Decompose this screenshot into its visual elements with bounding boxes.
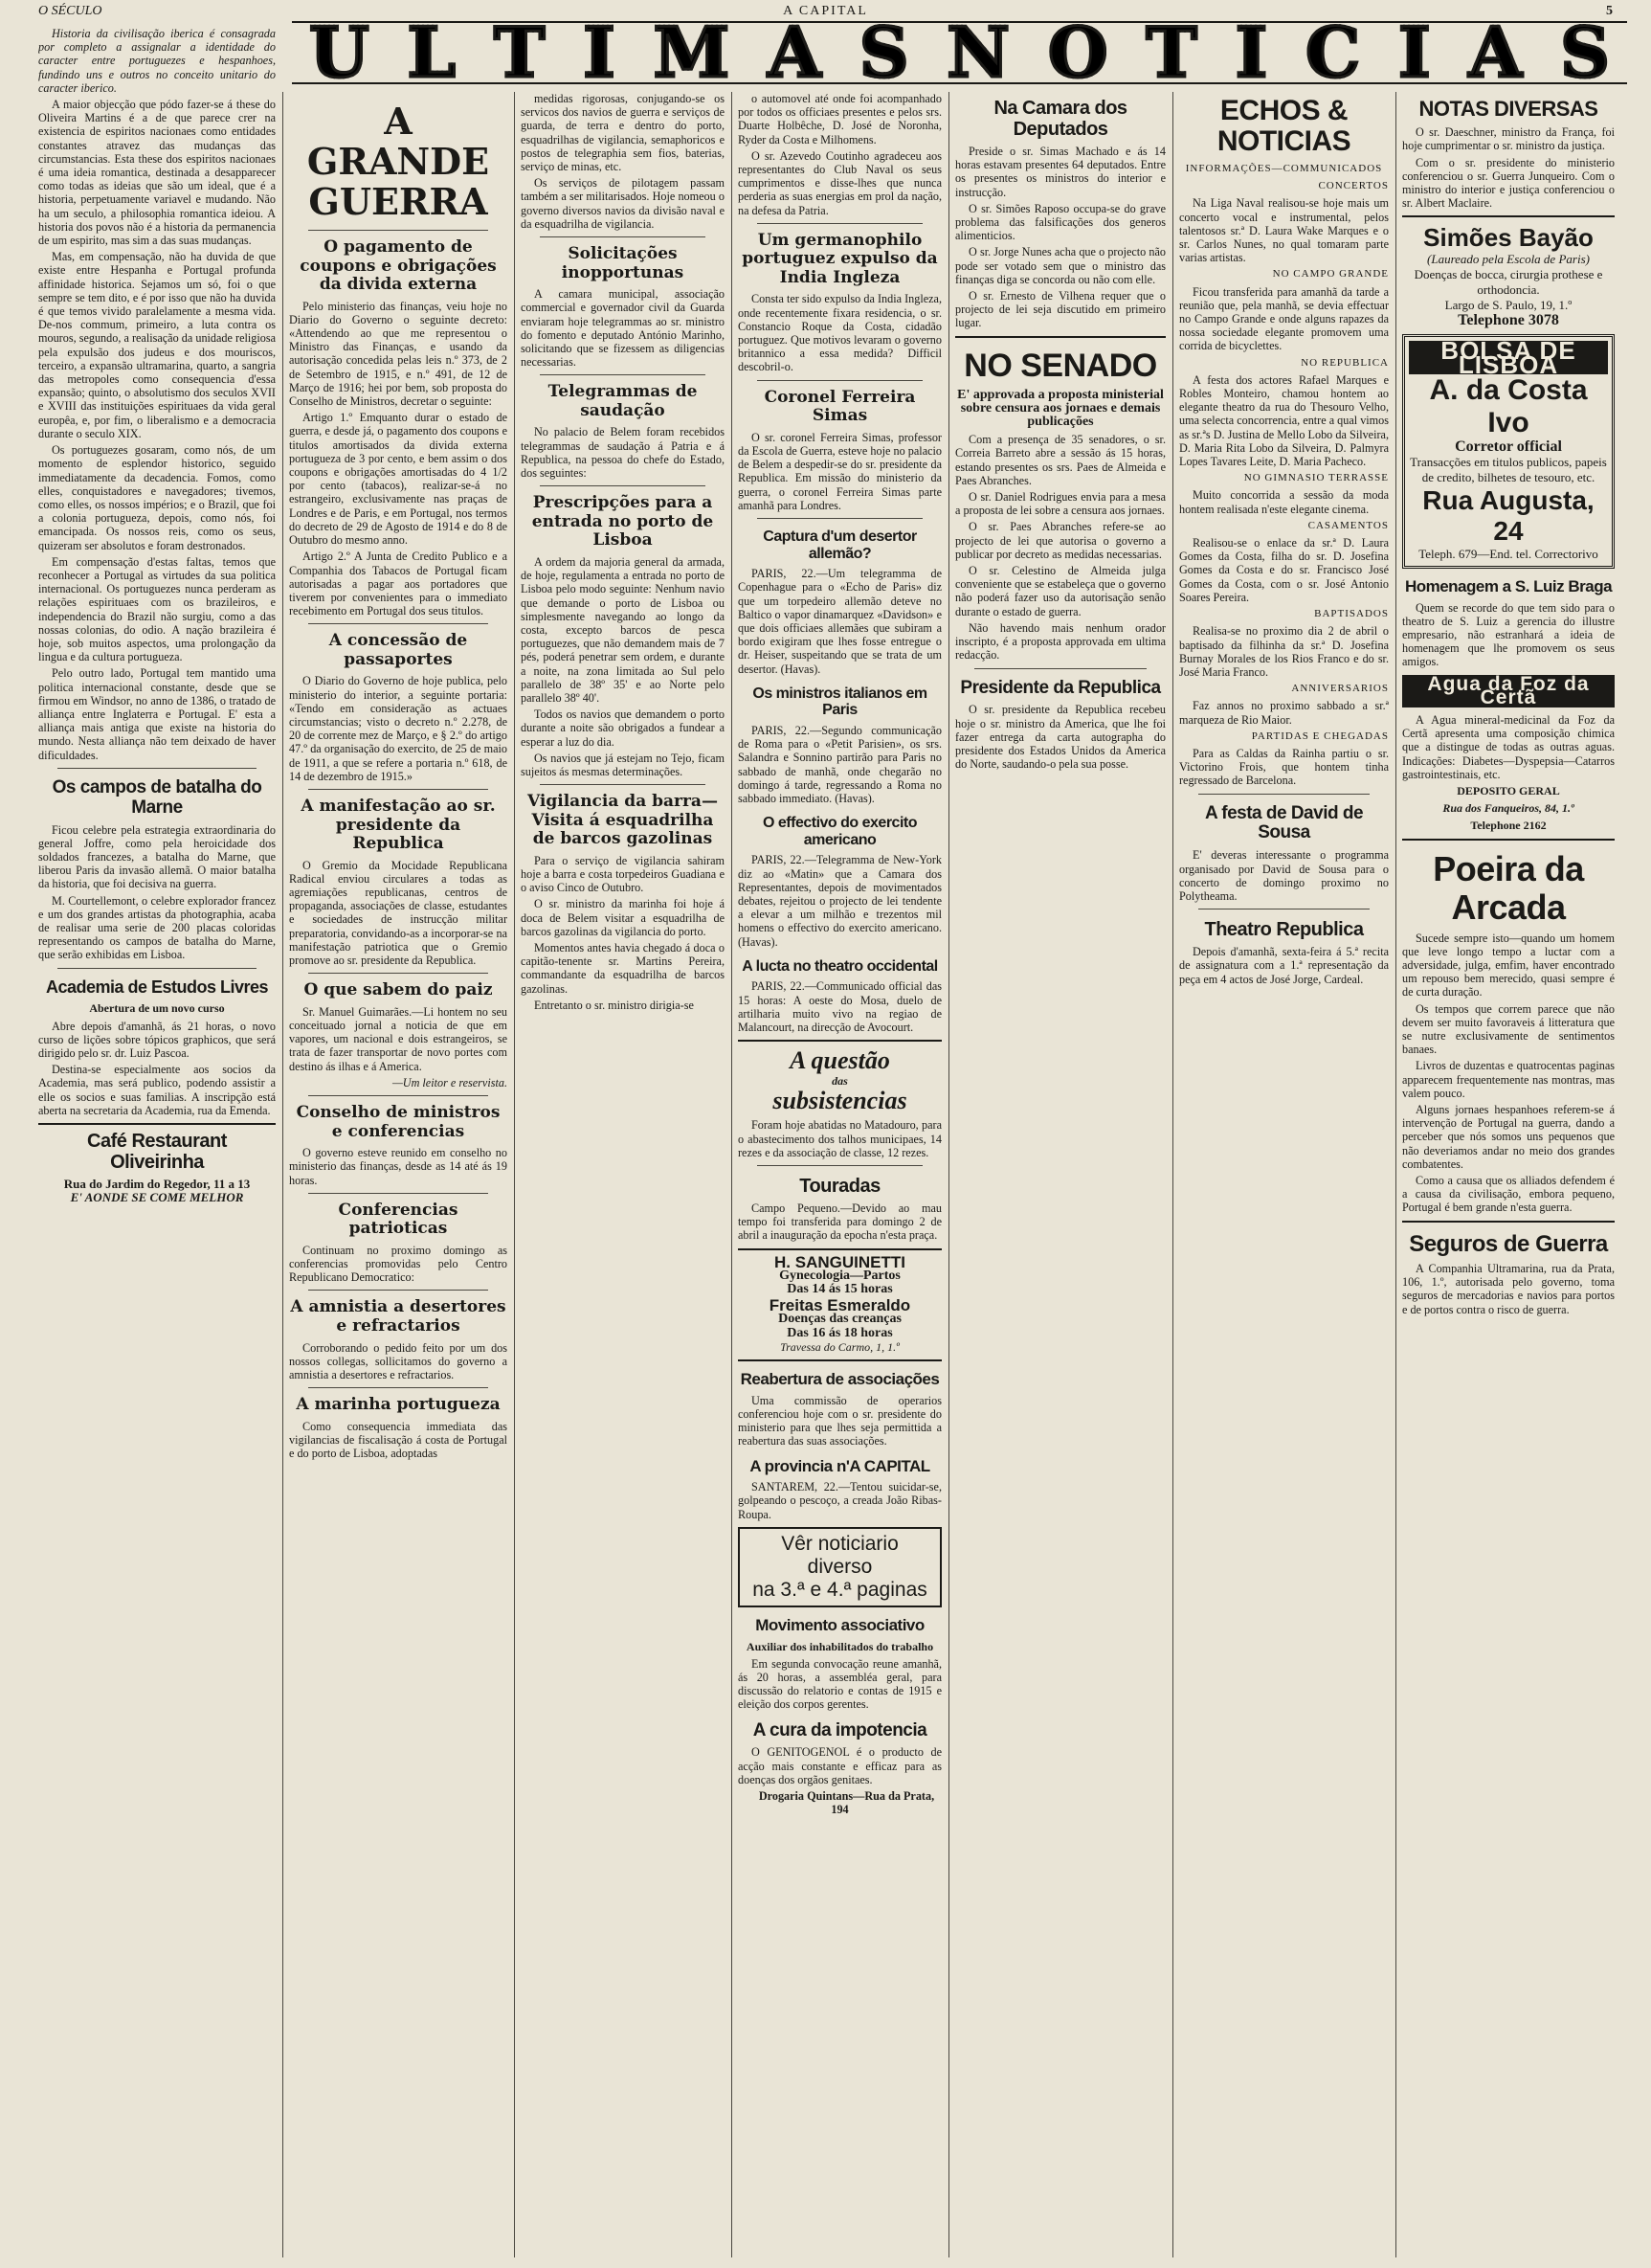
section-casamentos: CASAMENTOS <box>1307 519 1389 531</box>
article-paragraph: Como consequencia immediata das vigilancias de fiscalisação á costa de Portugal e do porto de Lisboa, adoptadas <box>289 1419 507 1461</box>
headline-vigilancia: Vigilancia da barra—Visita á esquadrilha de barcos gazolinas <box>527 792 718 849</box>
article-paragraph: Artigo 1.º Emquanto durar o estado de guerra, e desde já, o pagamento dos coupons e titulos amortisados da divida externa portugueza de 3 por cento, e bem assim o dos coupons e obrigações amortisadas do 4 1/2 por cento (tabacos), realizar-se-á no estrangeiro, exclusivamente nas praças de Londres e de Paris, e em Portugal, nos termos do decreto de 29 de Agosto de 1914 e do 8 de Outubro do mesmo anno. <box>289 411 507 548</box>
headline-ministros-italianos: Os ministros italianos em Paris <box>752 685 927 719</box>
article-paragraph: Com o sr. presidente do ministerio conferenciou o sr. Guerra Junqueiro. Com o ministro do interior e justiça conferenciou o sr. Albert Maclaire. <box>1402 155 1615 211</box>
article-paragraph: Os serviços de pilotagem passam também a ser militarisados. Hoje nomeou o governo diversos navios da divisão naval e da esquadrilha de vigilancia. <box>521 176 725 231</box>
ad-simoes-bayao-phone: Telephone 3078 <box>1458 312 1559 329</box>
headline-camara-deputados: Na Camara dos Deputados <box>993 98 1127 140</box>
article-paragraph: O sr. coronel Ferreira Simas, professor da Escola de Guerra, esteve hoje no palacio de Belem a despedir-se do sr. presidente da Republica. Em missão do ministerio da guerra, o coronel Ferreira Simas parte amanhã para Londres. <box>738 430 942 512</box>
column-3 <box>521 92 725 2257</box>
headline-questao-das: das <box>832 1074 848 1089</box>
divider <box>1402 215 1615 217</box>
headline-senado: NO SENADO <box>964 347 1157 384</box>
divider <box>308 973 488 974</box>
article-paragraph: Todos os navios que demandem o porto durante a noite são obrigados a fundear a esperar a luz do dia. <box>521 707 725 749</box>
article-paragraph: Destina-se especialmente aos socios da Academia, mas será publico, podendo assistir a elle os socios e suas familias. A inscripção está aberta na secretaria da Academia, rua da Emenda. <box>38 1063 276 1117</box>
divider <box>757 1165 923 1166</box>
article-paragraph: Os portuguezes gosaram, como nós, de um momento de esplendor historico, seguido immediatamente da decadencia. Fomos, como elles, conquistadores e navegadores; tivemos, como elles, os nossos impérios; e o Brazil, que foi a colonia portugueza, depois, como nós, foi emancipada. Os nossos reis, como os seus, quizeram ser absolutos e foram destronados. <box>38 443 276 552</box>
ad-esmeraldo-address: Travessa do Carmo, 1, 1.º <box>780 1339 900 1354</box>
ad-sanguinetti-name: H. SANGUINETTI <box>774 1252 905 1271</box>
ad-bolsa-name: A. da Costa Ivo <box>1429 373 1588 438</box>
ad-sanguinetti-specialty: Gynecologia—Partos <box>779 1268 901 1283</box>
ad-bolsa-lisboa <box>1402 334 1615 568</box>
article-paragraph: Os navios que já estejam no Tejo, ficam sujeitos ás mesmas determinações. <box>521 751 725 778</box>
divider <box>308 1095 488 1096</box>
ad-agua-phone: Telephone 2162 <box>1470 819 1547 833</box>
divider <box>738 1040 942 1042</box>
ad-cafe-address: Rua do Jardim do Regedor, 11 a 13 <box>63 1177 251 1191</box>
masthead-letter: U <box>309 21 369 84</box>
headline-coronel: Coronel Ferreira Simas <box>764 387 916 426</box>
article-paragraph: O Diario do Governo de hoje publica, pelo ministerio do interior, a seguinte portaria: «Tendo em consideração as actuaes circumstancias; visto o decreto n.º 2.278, de 20 de corrente mez de Março, e § 2.º do artigo 47.º da organisação do exercito, de 25 de maio de 1911, a que se refere a portaria n.º 618, de 14 de dezembro de 1915.» <box>289 674 507 783</box>
masthead-letter: I <box>1398 21 1431 84</box>
headline-coupons: O pagamento de coupons e obrigações da divida externa <box>300 237 497 295</box>
ad-bolsa-address: Rua Augusta, 24 <box>1422 484 1595 546</box>
divider <box>308 1290 488 1291</box>
article-paragraph: PARIS, 22.—Telegramma de New-York diz ao «Matin» que a Camara dos Representantes, depois de movimentados debates, rejeitou o projecto de lei tendente a elevar a um milhão e trezentos mil homens o effectivo do exercito americano. (Havas). <box>738 853 942 949</box>
divider <box>738 1248 942 1250</box>
ad-drogaria: Drogaria Quintans—Rua da Prata, 194 <box>758 1789 935 1817</box>
headline-david-sousa: A festa de David de Sousa <box>1204 802 1364 843</box>
article-paragraph: Campo Pequeno.—Devido ao mau tempo foi transferida para domingo 2 de abril a inauguração da epocha n'esta praça. <box>738 1201 942 1243</box>
subheadline-informacoes: INFORMAÇÕES—COMMUNICADOS <box>1185 163 1383 174</box>
article-paragraph: Sr. Manuel Guimarães.—Li hontem no seu conceituado jornal a noticia de que em vapores, um nacional e dois estrangeiros, se trata de fazer transportar de novo portes com destino ás ilhas e á America. <box>289 1004 507 1073</box>
ad-cafe-title: Café Restaurant Oliveirinha <box>87 1131 227 1173</box>
ad-agua-certa-title: Agua da Foz da Certã <box>1402 675 1615 707</box>
masthead-letter: C <box>1305 21 1361 84</box>
ad-bolsa-text: Transacções em titulos publicos, papeis de credito, bilhetes de tesouro, etc. <box>1410 454 1607 484</box>
headline-passaportes: A concessão de passaportes <box>328 631 468 669</box>
divider <box>757 518 923 519</box>
divider <box>757 223 923 224</box>
column-2 <box>289 92 507 2257</box>
ad-bolsa-title: BOLSA DE LISBOA <box>1409 341 1608 373</box>
ad-esmeraldo-hours: Das 16 ás 18 horas <box>787 1325 893 1340</box>
subheadline-academia: Abertura de um novo curso <box>89 1001 225 1016</box>
headline-telegrammas: Telegrammas de saudação <box>547 382 698 420</box>
column-rule <box>948 92 949 2257</box>
subheadline-movimento: Auxiliar dos inhabilitados do trabalho <box>746 1639 934 1653</box>
masthead-letter: S <box>859 21 909 84</box>
headline-conferencias: Conferencias patrioticas <box>338 1200 458 1239</box>
box-line: na 3.ª e 4.ª paginas <box>752 1578 927 1601</box>
divider <box>540 374 705 375</box>
masthead-letter: T <box>493 21 546 84</box>
folio-left: O SÉCULO <box>38 4 102 18</box>
subheadline-senado: E' approvada a proposta ministerial sobre censura aos jornaes e demais publicações <box>957 387 1164 430</box>
article-paragraph: A camara municipal, associação commercial e governador civil da Guarda enviaram hoje telegrammas ao sr. ministro do fomento e deputado António Marinho, solicitando que se fizessem as diligencias necessarias. <box>521 287 725 370</box>
divider <box>1198 794 1370 795</box>
headline-theatro-republica: Theatro Republica <box>1204 919 1364 941</box>
article-paragraph: Muito concorrida a sessão da moda hontem realisada n'este elegante cinema. <box>1179 488 1389 516</box>
article-paragraph: O sr. Daniel Rodrigues envia para a mesa a proposta de lei sobre a censura aos jornaes. <box>955 490 1166 518</box>
article-paragraph: O GENITOGENOL é o producto de acção mais constante e efficaz para as doenças dos orgãos genitaes. <box>738 1745 942 1786</box>
column-rule <box>514 92 515 2257</box>
headline-presidente: Presidente da Republica <box>960 677 1161 698</box>
divider <box>757 380 923 381</box>
article-paragraph: o automovel até onde foi acompanhado por todos os officiaes presentes e pelos srs. Duarte Holbêche, D. José de Noronha, Ryder da Costa e Milhomens. <box>738 92 942 146</box>
column-rule <box>1395 92 1396 2257</box>
article-paragraph: Preside o sr. Simas Machado e ás 14 horas estavam presentes 64 deputados. Entre os presentes os ministros do interior e instrucção. <box>955 145 1166 199</box>
box-ver-noticiario <box>738 1527 942 1607</box>
section-baptisados: BAPTISADOS <box>1314 608 1389 620</box>
divider <box>1402 839 1615 841</box>
article-paragraph: A festa dos actores Rafael Marques e Robles Monteiro, chamou hontem ao elegante theatro da rua do Thesouro Velho, uma selecta concorrencia, entre a qual vimos as sr.ªs D. Justina de Mello Lobo da Silveira, D. Maria Rita Lobo da Silveira, D. Palmyra Lopes Tavares Leite, D. Maria Pacheco. <box>1179 372 1389 469</box>
ad-seguros-guerra-title: Seguros de Guerra <box>1409 1230 1608 1257</box>
divider <box>540 485 705 486</box>
article-paragraph: O sr. Paes Abranches refere-se ao projecto de lei que autorisa o governo a publicar por decreto as medidas necessarias. <box>955 520 1166 561</box>
ad-bolsa-phone: Teleph. 679—End. tel. Correctorivo <box>1418 546 1598 561</box>
article-paragraph: Entretanto o sr. ministro dirigia-se <box>534 998 694 1012</box>
folio-line <box>38 4 1613 23</box>
headline-touradas: Touradas <box>799 1176 881 1198</box>
article-paragraph: Livros de duzentas e quatrocentas paginas apparecem frequentemente nas montras, mas valem pouco. <box>1402 1059 1615 1100</box>
ad-cafe-tagline: E' AONDE SE COME MELHOR <box>70 1190 244 1205</box>
divider <box>38 1123 276 1125</box>
article-paragraph: Pelo ministerio das finanças, veiu hoje no Diario do Governo o seguinte decreto: «Attendendo ao que me representou o Ministro das Finanças, e usando da autorisação concedida pelas leis n.º 373, de 2 de Setembro de 1915, e n.º 491, de 12 de Março de 1916; hei por bem, sob proposta do Conselho de Ministros, decretar o seguinte: <box>289 299 507 409</box>
column-4 <box>738 92 942 2257</box>
article-paragraph: O sr. Simões Raposo occupa-se do grave problema das falsificações dos generos alimenticios. <box>955 201 1166 243</box>
headline-campos-batalha: Os campos de batalha do Marne <box>52 776 262 818</box>
masthead-letter: L <box>407 21 457 84</box>
box-line: Vêr noticiario <box>781 1532 899 1555</box>
article-paragraph: PARIS, 22.—Segundo communicação de Roma para o «Petit Parisien», os srs. Salandra e Sonnino partirão para Paris no sabbado de manhã, onde chegarão no domingo á tarde, regressando a Roma no sabbado immediato. (Havas). <box>738 724 942 806</box>
article-paragraph: E' deveras interessante o programma organisado por David de Sousa para o concerto de domingo proximo no Polytheama. <box>1179 848 1389 903</box>
ad-simoes-bayao <box>1402 223 1615 328</box>
headline-que-sabem: O que sabem do paiz <box>303 980 493 1000</box>
divider <box>540 236 705 237</box>
headline-grande-guerra: A GRANDE GUERRA <box>306 100 490 223</box>
headline-prescripcoes: Prescripções para a entrada no porto de Lisboa <box>531 493 714 550</box>
divider <box>974 668 1147 669</box>
ad-agua-deposito: DEPOSITO GERAL <box>1457 783 1560 797</box>
section-partidas: PARTIDAS E CHEGADAS <box>1251 730 1389 742</box>
masthead-letter: I <box>1235 21 1268 84</box>
article-paragraph: O sr. Azevedo Coutinho agradeceu aos representantes do Club Naval os seus cumprimentos e disse-lhes que nunca perderia as suas energias em prol da nação, na defesa da Patria. <box>738 148 942 217</box>
divider <box>1402 1221 1615 1223</box>
masthead-ultimas-noticias <box>292 21 1627 84</box>
headline-effectivo: O effectivo do exercito americano <box>763 815 917 848</box>
article-paragraph: Os tempos que correm parece que não devem ser muito favoraveis á litteratura que se nutre exclusivamente de sentimentos banaes. <box>1402 1001 1615 1057</box>
divider <box>308 623 488 624</box>
masthead-letter: T <box>1146 21 1197 84</box>
article-paragraph: Para o serviço de vigilancia sahiram hoje a barra e costa torpedeiros Guadiana e o aviso Cinco de Outubro. <box>521 853 725 895</box>
article-paragraph: Foram hoje abatidas no Matadouro, para o abastecimento dos talhos municipaes, 14 rezes e da associação de classe, 12 rezes. <box>738 1118 942 1159</box>
headline-solicitacoes: Solicitações inopportunas <box>561 244 684 282</box>
folio-center: A CAPITAL <box>783 4 868 18</box>
column-rule <box>1172 92 1173 2257</box>
masthead-letter: I <box>583 21 615 84</box>
ad-simoes-bayao-text: Doenças de bocca, cirurgia prothese e orthodoncia. <box>1414 267 1603 298</box>
headline-manifestacao: A manifestação ao sr. presidente da Republica <box>301 797 496 854</box>
article-paragraph: PARIS, 22.—Um telegramma de Copenhague para o «Echo de Paris» diz que um torpedeiro allemão deteve no Baltico o vapor dinamarquez «Davidson» e que dois officiaes allemães que subiram a bordo exigiram que lhes fosse entregue o dr. Heiser, suspeitando que se trata de um desertor. (Havas). <box>738 567 942 676</box>
article-paragraph: O governo esteve reunido em conselho no ministerio das finanças, desde as 14 até ás 19 horas. <box>289 1146 507 1187</box>
article-paragraph: M. Courtellemont, o celebre explorador francez e um dos grandes artistas da photographia, acaba de realisar uma serie de 200 placas coloridas representando os campos de batalha do Marne, que serão exhibidas em Lisboa. <box>38 893 276 962</box>
divider <box>308 230 488 231</box>
article-paragraph: A ordem da majoria general da armada, de hoje, regulamenta a entrada no porto de Lisboa pelo modo seguinte: Nenhum navio que demande o porto de Lisboa ou simplesmente navegando ao longo da costa, excepto barcos de pesca portuguezes, que não demandem mais de 7 pés, poderá penetrar sem ordem, e durante a noite, na zona limitada ao Sul pelo parallelo de 38º 35' e ao Norte pelo parallelo 38º 40'. <box>521 554 725 705</box>
section-gimnasio: NO GIMNASIO TERRASSE <box>1243 472 1389 484</box>
headline-notas-diversas: NOTAS DIVERSAS <box>1418 97 1598 121</box>
article-paragraph: Depois d'amanhã, sexta-feira á 5.ª recita de assignatura com a 1.ª representação da peça em 4 actos de José Jorge, Cardeal. <box>1179 945 1389 986</box>
column-6 <box>1179 92 1389 2257</box>
article-paragraph: Quem se recorde do que tem sido para o theatro de S. Luiz a gerencia do illustre empresario, não estranhará a ideia de homenagem que lhe promovem os seus amigos. <box>1402 600 1615 669</box>
article-paragraph: A Agua mineral-medicinal da Foz da Certã apresenta uma composição chimica que a distingue de todas as outras aguas. Indicações: Diabetes—Dyspepsia—Catarros gastrointestinais, etc. <box>1402 712 1615 781</box>
article-paragraph: Consta ter sido expulso da India Ingleza, onde recentemente fixara residencia, o sr. Constancio Roque da Costa, cidadão portuguez. Que motivos levaram o governo britannico a essa medida? Difficil descobril-o. <box>738 292 942 374</box>
masthead-letter: N <box>947 21 1011 84</box>
article-paragraph: Realisa-se no proximo dia 2 de abril o baptisado da filhinha da sr.ª D. Josefina Burnay Morales de los Rios Franco e do sr. José Maria Franco. <box>1179 624 1389 679</box>
masthead-letter: O <box>1047 21 1108 84</box>
article-paragraph: No palacio de Belem foram recebidos telegrammas de saudação á Patria e á Republica, na pessoa do chefe do Estado, dos seguintes: <box>521 425 725 481</box>
ad-agua-address: Rua dos Fanqueiros, 84, 1.º <box>1442 801 1574 816</box>
box-line: diverso <box>807 1555 873 1578</box>
masthead-letter: S <box>1560 21 1610 84</box>
ad-sanguinetti-hours: Das 14 ás 15 horas <box>787 1282 893 1297</box>
article-paragraph: Com a presença de 35 senadores, o sr. Correia Barreto abre a sessão ás 15 horas, estando presentes os srs. Paes de Almeida e Paes Abranches. <box>955 433 1166 487</box>
article-paragraph: O Gremio da Mocidade Republicana Radical enviou circulares a todas as agremiações republicanas, centros de propaganda, associações de classe, estudantes e sociedades de instrucção militar preparatoria, convidando-as a incorporar-se na manifestação patriotica que o Gremio promove ao sr. presidente da Republica. <box>289 858 507 968</box>
column-1 <box>38 27 276 2257</box>
headline-cura: A cura da impotencia <box>752 1719 927 1740</box>
ad-esmeraldo-specialty: Doenças das creanças <box>778 1312 902 1327</box>
headline-echos-noticias: ECHOS & NOTICIAS <box>1216 95 1351 157</box>
article-paragraph: Como a causa que os alliados defendem é a causa da civilisação, embora pequeno, Portugal é bem grande n'esta guerra. <box>1402 1174 1615 1215</box>
article-paragraph: Ficou transferida para amanhã da tarde a reunião que, pela manhã, se devia effectuar no Campo Grande e onde alguns rapazes da nossa sociedade elegante promovem uma corrida de bicyclettes. <box>1179 284 1389 353</box>
article-paragraph: Sucede sempre isto—quando um homem que leve longo tempo a luctar com a adversidade, julga, emfim, haver encontrado um repouso bem merecido, quasi sempre é de curta duração. <box>1402 931 1615 999</box>
article-paragraph: Momentos antes havia chegado á doca o capitão-tenente sr. Martins Pereira, commandante da esquadrilha de barcos gazolinas. <box>521 941 725 996</box>
article-paragraph: Na Liga Naval realisou-se hoje mais um concerto vocal e instrumental, pelos talentosos sr.ª D. Laura Wake Marques e o sr. Carlos Nunes, no qual tomaram parte varias artistas. <box>1179 196 1389 265</box>
headline-desertor: Captura d'um desertor allemão? <box>763 528 917 562</box>
ad-simoes-bayao-sub: (Laureado pela Escola de Paris) <box>1427 252 1590 267</box>
article-paragraph: PARIS, 22.—Communicado official das 15 horas: A oeste do Mosa, duelo de artilharia muito vivo na regiao de Malancourt, na direcção de Avocourt. <box>738 979 942 1035</box>
section-concertos: CONCERTOS <box>1318 180 1389 192</box>
headline-provincia: A provincia n'A CAPITAL <box>749 1456 930 1475</box>
divider <box>57 768 257 769</box>
headline-germanophilo: Um germanophilo portuguez expulso da India Ingleza <box>742 230 938 287</box>
folio-page-number: 5 <box>1606 4 1613 18</box>
masthead-letter: A <box>767 21 821 84</box>
headline-poeira-arcada: Poeira da Arcada <box>1433 848 1584 927</box>
letter-signature: —Um leitor e reservista. <box>391 1075 507 1089</box>
article-paragraph: Corroborando o pedido feito por um dos nossos collegas, sollicitamos do governo a amnistia a desertores e refractarios. <box>289 1340 507 1381</box>
article-paragraph: Historia da civilisação iberica é consagrada por completo a assignalar a identidade do caracter entre portuguezes e hespanhoes, fundindo uns e outros no conceito unitario do caracter iberico. <box>38 27 276 95</box>
headline-subsistencias: subsistencias <box>772 1087 907 1115</box>
section-anniversarios: ANNIVERSARIOS <box>1291 683 1389 695</box>
article-paragraph: O sr. ministro da marinha foi hoje á doca de Belem visitar a esquadrilha de barcos gazolinas da vigilancia do porto. <box>521 897 725 938</box>
section-campo-grande: NO CAMPO GRANDE <box>1272 268 1389 281</box>
headline-conselho: Conselho de ministros e conferencias <box>296 1103 501 1141</box>
divider <box>308 1387 488 1388</box>
headline-marinha: A marinha portugueza <box>296 1395 501 1415</box>
article-paragraph: Mas, em compensação, não ha duvida de que existe entre Hespanha e Portugal profunda affinidade historica. Sejamos um só, foi o que sempre se tem dito, e é por isso que não ha duvida é que temos vivido paralelamente a mesma vida. De-nos commum, primeiro, a luta contra os mouros, segundo, a realisação da unidade religiosa pela expulsão dos judeus e dos mouriscos, terceiro, a expansão ultramarina, quarto, a sangria das metropoles como consequencia d'essa expansão; quinto, o absolutismo dos seculos XVII e XVIII das instituições espirituaes da vida geral europêa, e, por fim, o liberalismo e a democracia durante o seculo XIX. <box>38 250 276 440</box>
divider <box>308 789 488 790</box>
divider <box>308 1193 488 1194</box>
ad-seguros-guerra-text: A Companhia Ultramarina, rua da Prata, 106, 1.º, autorisada pelo governo, toma seguros de mercadorias e navios para portos e de portos contra o risco de guerra. <box>1402 1262 1615 1316</box>
article-paragraph: Pelo outro lado, Portugal tem mantido uma politica internacional constante, desde que se firmou em Windsor, no anno de 1386, o tratado de alliança entre Inglaterra e Portugal. E' esta a alliança mais antiga que existe na historia do mundo. Nesta alliança não tem deixado de haver dificuldades. <box>38 666 276 762</box>
headline-questao: A questão <box>790 1046 890 1075</box>
divider <box>738 1359 942 1361</box>
article-paragraph: Realisou-se o enlace da sr.ª D. Laura Gomes da Costa, filha do sr. D. Josefina Gomes da Costa e do sr. Francisco José Gomes da Costa, com o sr. José Antonio Soares Pereira. <box>1179 536 1389 604</box>
divider <box>540 784 705 785</box>
ad-bolsa-role: Corretor official <box>1455 438 1562 455</box>
article-paragraph: Em segunda convocação reune amanhã, ás 20 horas, a assembléa geral, para discussão do relatorio e contas de 1915 e eleição dos corpos gerentes. <box>738 1656 942 1712</box>
article-paragraph: O sr. Ernesto de Vilhena requer que o projecto de lei seja discutido em primeiro lugar. <box>955 289 1166 330</box>
section-republica: NO REPUBLICA <box>1301 356 1389 369</box>
article-paragraph: Em compensação d'estas faltas, temos que reconhecer a Portugal as virtudes da sua politica internacional. Os portuguezes nunca perderam as relações espirituaes com os brazileiros, e independencia do Brazil não surgiu, como a das nossas colonias, do odio. A nação brazileira é hoje, sob muitos aspectos, uma prolongação da lingua e da cultura portugueza. <box>38 554 276 664</box>
article-paragraph: Faz annos no proximo sabbado a sr.ª marqueza de Rio Maior. <box>1179 699 1389 727</box>
article-paragraph: A maior objecção que pódo fazer-se á these do Oliveira Martins é a de que parece crer na existencia de espiritos nacionaes como entidades constantes atravez das mudanças das circumstancias. Esta these dos espiritos nacionaes é uma ideia romantica, destinada a desapparecer como todas as ideias que são um ideal, que é a historia, perpetuamente variavel e mudando. Não ha um seculo, a philosophia romantica ideiou. A historia dos povos não é a historia da permanencia de um espirito, mas sim a das suas mudanças. <box>38 98 276 248</box>
masthead-letter: A <box>1468 21 1523 84</box>
article-paragraph: O sr. Celestino de Almeida julga conveniente que se estabeleça que o governo não poderá fazer uso da autorisação senão durante o estado de guerra. <box>955 564 1166 618</box>
article-paragraph: Artigo 2.º A Junta de Credito Publico e a Companhia dos Tabacos de Portugal ficam autorisadas a pagar aos portadores que tiverem por convenientes para o immediato recebimento em Portugal dos seus titulos. <box>289 550 507 618</box>
article-paragraph: O sr. presidente da Republica recebeu hoje o sr. ministro da America, que lhe foi fazer entrega da carta autographa do presidente dos Estados Unidos da America do Norte, saudando-o pela sua posse. <box>955 703 1166 772</box>
masthead-letter: M <box>653 21 730 84</box>
ad-sanguinetti <box>738 1252 942 1354</box>
article-paragraph: Abre depois d'amanhã, ás 21 horas, o novo curso de lições sobre tópicos graphicos, que será dirigido pelo sr. dr. Luiz Pascoa. <box>38 1019 276 1060</box>
ad-simoes-bayao-name: Simões Bayão <box>1423 223 1594 253</box>
article-paragraph: O sr. Jorge Nunes acha que o projecto não pode ser votado sem que o ministro das finanças diga se concorda ou não com elle. <box>955 245 1166 286</box>
headline-academia: Academia de Estudos Livres <box>45 977 269 997</box>
headline-homenagem: Homenagem a S. Luiz Braga <box>1404 576 1613 595</box>
article-paragraph: Ficou celebre pela estrategia extraordinaria do general Joffre, como pela heroicidade dos soldados francezes, a batalha do Marne, que liberou Paris da invasão allemã. O maior batalha da historia, que foi decisiva na guerra. <box>38 822 276 891</box>
ad-esmeraldo-name: Freitas Esmeraldo <box>769 1296 911 1315</box>
ad-simoes-bayao-address: Largo de S. Paulo, 19, 1.º <box>1444 298 1573 313</box>
article-paragraph: Para as Caldas da Rainha partiu o sr. Victorino Frois, que hontem tinha regressado de Barcelona. <box>1179 746 1389 788</box>
headline-lucta-theatro: A lucta no theatro occidental <box>742 957 938 975</box>
article-paragraph: Não havendo mais nenhum orador inscripto, é a proposta approvada em ultima redacção. <box>955 620 1166 662</box>
column-7 <box>1402 92 1615 2257</box>
column-rule <box>731 92 732 2257</box>
divider <box>57 968 257 969</box>
headline-movimento: Movimento associativo <box>755 1615 925 1634</box>
article-paragraph: Uma commissão de operarios conferenciou hoje com o sr. presidente do ministerio para que lhes seja permittida a reabertura das suas associações. <box>738 1393 942 1448</box>
ad-cafe-restaurant <box>38 1131 276 1204</box>
article-paragraph: medidas rigorosas, conjugando-se os servicos dos navios de guerra e serviços de guarda, de terra e dentro do porto, esquadrilhas de vigilancia, semaphoricos e postos de telegraphia sem fios, baterias, serviço de minas, etc. <box>521 92 725 174</box>
column-rule <box>282 92 283 2257</box>
article-paragraph: Continuam no proximo domingo as conferencias promovidas pelo Centro Republicano Democratico: <box>289 1243 507 1285</box>
article-paragraph: Alguns jornaes hespanhoes referem-se á intervenção de Portugal na guerra, dando a perceber que nós somos uns pequenos que não deveriamos andar no meio dos grandes combatentes. <box>1402 1102 1615 1171</box>
headline-amnistia: A amnistia a desertores e refractarios <box>290 1297 506 1336</box>
divider <box>955 336 1166 338</box>
article-paragraph: SANTAREM, 22.—Tentou suicidar-se, golpeando o pescoço, a creada João Ribas-Roupa. <box>738 1480 942 1521</box>
article-paragraph: O sr. Daeschner, ministro da França, foi hoje cumprimentar o sr. ministro da justiça. <box>1402 125 1615 153</box>
headline-reabertura: Reabertura de associações <box>740 1370 940 1389</box>
column-5 <box>955 92 1166 2257</box>
